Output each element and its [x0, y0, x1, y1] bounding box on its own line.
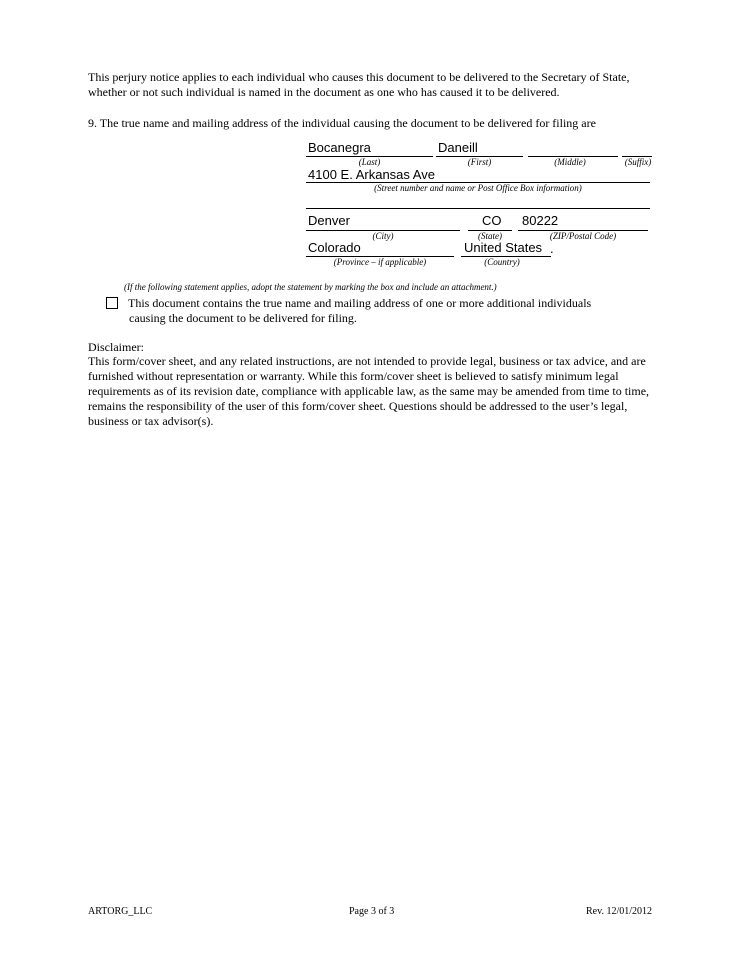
- disclaimer-text: This form/cover sheet, and any related instructions, are not intended to provide legal, business or tax advice, and are furnished without representation or warranty. While this form/cover sheet is believed to satisfy minimum legal requirements as of its revision date, compliance with applicable law, as the same may be amended from time to time, remains the responsibility of the user of this form/cover sheet. Questions should be addressed to the user’s legal, business or tax advisor(s).: [88, 354, 650, 428]
- first-name-field[interactable]: Daneill: [438, 140, 478, 155]
- country-field[interactable]: United States: [464, 240, 543, 255]
- suffix-caption: (Suffix): [624, 157, 652, 167]
- city-field[interactable]: Denver: [308, 213, 350, 228]
- additional-statement-line-2: causing the document to be delivered for filing.: [129, 311, 357, 325]
- last-name-field[interactable]: Bocanegra: [308, 140, 371, 155]
- additional-instruction: (If the following statement applies, adopt the statement by marking the box and include an attachment.): [124, 282, 497, 292]
- province-caption: (Province – if applicable): [333, 257, 427, 267]
- disclaimer-heading: Disclaimer:: [88, 340, 144, 354]
- perjury-notice: This perjury notice applies to each individual who causes this document to be delivered to the Secretary of State, whether or not such individual is named in the document as one who has caused it to be delivered.: [88, 70, 630, 99]
- country-caption: (Country): [484, 257, 520, 267]
- footer-revision: Rev. 12/01/2012: [586, 906, 653, 917]
- city-caption: (City): [372, 231, 394, 241]
- footer-page-number: Page 3 of 3: [349, 906, 395, 917]
- street-address-second-line: [306, 208, 650, 209]
- middle-name-caption: (Middle): [554, 157, 586, 167]
- street-address-caption: (Street number and name or Post Office Box information): [374, 183, 582, 193]
- street-address-field[interactable]: 4100 E. Arkansas Ave: [308, 167, 435, 182]
- province-field[interactable]: Colorado: [308, 240, 361, 255]
- state-caption: (State): [478, 231, 502, 241]
- additional-statement-line-1: This document contains the true name and mailing address of one or more additional individuals: [128, 296, 592, 310]
- state-field[interactable]: CO: [482, 213, 502, 228]
- footer-form-id: ARTORG_LLC: [88, 906, 153, 917]
- zip-caption: (ZIP/Postal Code): [549, 231, 617, 241]
- item-9-label: 9. The true name and mailing address of the individual causing the document to be delivered for filing are: [88, 116, 596, 130]
- country-period: .: [550, 241, 554, 256]
- zip-field[interactable]: 80222: [522, 213, 559, 228]
- first-name-caption: (First): [467, 157, 492, 167]
- last-name-caption: (Last): [358, 157, 381, 167]
- additional-individuals-checkbox[interactable]: [106, 297, 118, 309]
